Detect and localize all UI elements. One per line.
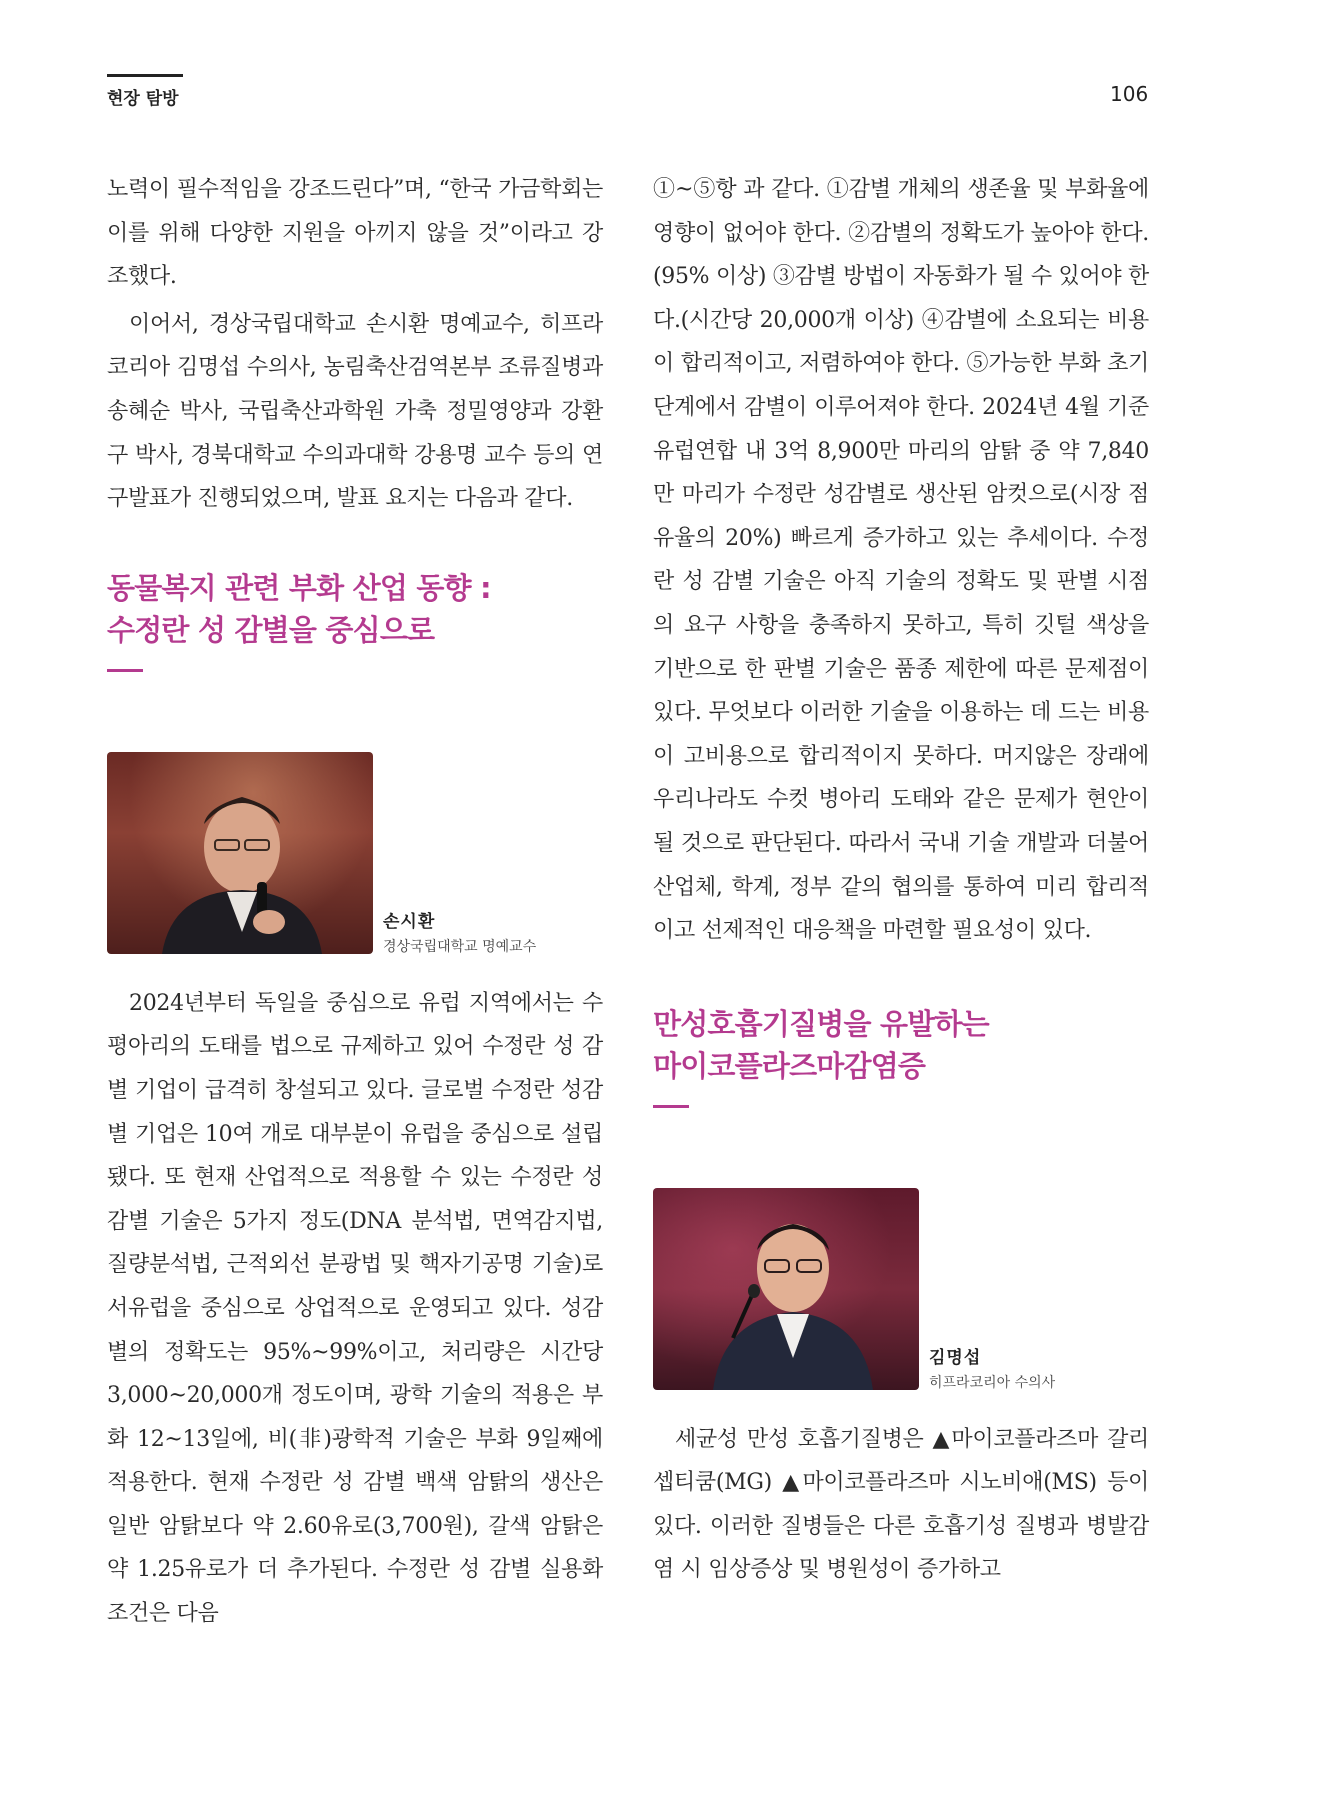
right-mycoplasma-paragraph: 세균성 만성 호흡기질병은 ▲마이코플라즈마 갈리셉티쿰(MG) ▲마이코플라즈마 시노비애(MS) 등이 있다. 이러한 질병들은 다른 호흡기성 질병과 병발감염 시 임상증상 및 병원성이 증가하고 <box>653 1426 1149 1583</box>
caption-role: 경상국립대학교 명예교수 <box>383 938 537 955</box>
speaker-illustration <box>653 1188 919 1390</box>
speaker-illustration <box>107 752 373 954</box>
left-intro-paragraph: 노력이 필수적임을 강조드린다”며, “한국 가금학회는 이를 위해 다양한 지원을 아끼지 않을 것”이라고 강조했다. <box>107 177 603 290</box>
caption-name: 김명섭 <box>929 1347 982 1368</box>
photo-caption-son <box>383 907 536 956</box>
left-speakers-paragraph: 이어서, 경상국립대학교 손시환 명예교수, 히프라코리아 김명섭 수의사, 농림축산검역본부 조류질병과 송혜순 박사, 국립축산과학원 가축 정밀영양과 강환구 박사, 경북대학교 수의과대학 강용명 교수 등의 연구발표가 진행되었으며, 발표 요지는 다음과 같다. <box>107 311 603 512</box>
heading-line-2: 마이코플라즈마감염증 <box>653 1048 926 1083</box>
section-label: 현장 탐방 <box>107 89 179 109</box>
heading-line-1: 만성호흡기질병을 유발하는 <box>653 1006 989 1041</box>
left-column <box>107 168 603 1636</box>
caption-name: 손시환 <box>383 911 436 932</box>
caption-role: 히프라코리아 수의사 <box>929 1374 1056 1391</box>
page-number: 106 <box>1110 82 1149 106</box>
speaker-photo-son <box>107 752 373 954</box>
speaker-photo-block <box>653 1188 1149 1392</box>
heading-line-2: 수정란 성 감별을 중심으로 <box>107 612 435 647</box>
heading-line-1: 동물복지 관련 부화 산업 동향 : <box>107 570 491 605</box>
speaker-photo-kim <box>653 1188 919 1390</box>
photo-caption-kim <box>929 1343 1055 1392</box>
section-heading-sexing <box>107 567 603 651</box>
left-body-paragraph: 2024년부터 독일을 중심으로 유럽 지역에서는 수평아리의 도태를 법으로 규제하고 있어 수정란 성 감별 기업이 급격히 창설되고 있다. 글로벌 수정란 성감별 기업은 10여 개로 대부분이 유럽을 중심으로 설립됐다. 또 현재 산업적으로 적용할 수 있는 수정란 성감별 기술은 5가지 정도(DNA 분석법, 면역감지법, 질량분석법, 근적외선 분광법 및 핵자기공명 기술)로 서유럽을 중심으로 상업적으로 운영되고 있다. 성감별의 정확도는 95%~99%이고, 처리량은 시간당 3,000~20,000개 정도이며, 광학 기술의 적용은 부화 12~13일에, 비(非)광학적 기술은 부화 9일째에 적용한다. 현재 수정란 성 감별 백색 암탉의 생산은 일반 암탉보다 약 2.60유로(3,700원), 갈색 암탉은 약 1.25유로가 더 추가된다. 수정란 성 감별 실용화 조건은 다음 <box>107 990 603 1627</box>
section-heading-mycoplasma <box>653 1003 1149 1087</box>
right-body-paragraph: ①~⑤항 과 같다. ①감별 개체의 생존율 및 부화율에 영향이 없어야 한다. ②감별의 정확도가 높아야 한다.(95% 이상) ③감별 방법이 자동화가 될 수 있어야 한다.(시간당 20,000개 이상) ④감별에 소요되는 비용이 합리적이고, 저렴하여야 한다. ⑤가능한 부화 초기 단계에서 감별이 이루어져야 한다. 2024년 4월 기준 유럽연합 내 3억 8,900만 마리의 암탉 중 약 7,840만 마리가 수정란 성감별로 생산된 암컷으로(시장 점유율의 20%) 빠르게 증가하고 있는 추세이다. 수정란 성 감별 기술은 아직 기술의 정확도 및 판별 시점의 요구 사항을 충족하지 못하고, 특히 깃털 색상을 기반으로 한 판별 기술은 품종 제한에 따른 문제점이 있다. 무엇보다 이러한 기술을 이용하는 데 드는 비용이 고비용으로 합리적이지 못하다. 머지않은 장래에 우리나라도 수컷 병아리 도태와 같은 문제가 현안이 될 것으로 판단된다. 따라서 국내 기술 개발과 더불어 산업체, 학계, 정부 같의 협의를 통하여 미리 합리적이고 선제적인 대응책을 마련할 필요성이 있다. <box>653 177 1149 944</box>
speaker-photo-block <box>107 752 603 956</box>
right-column <box>653 168 1149 1592</box>
header-rule <box>107 74 183 77</box>
